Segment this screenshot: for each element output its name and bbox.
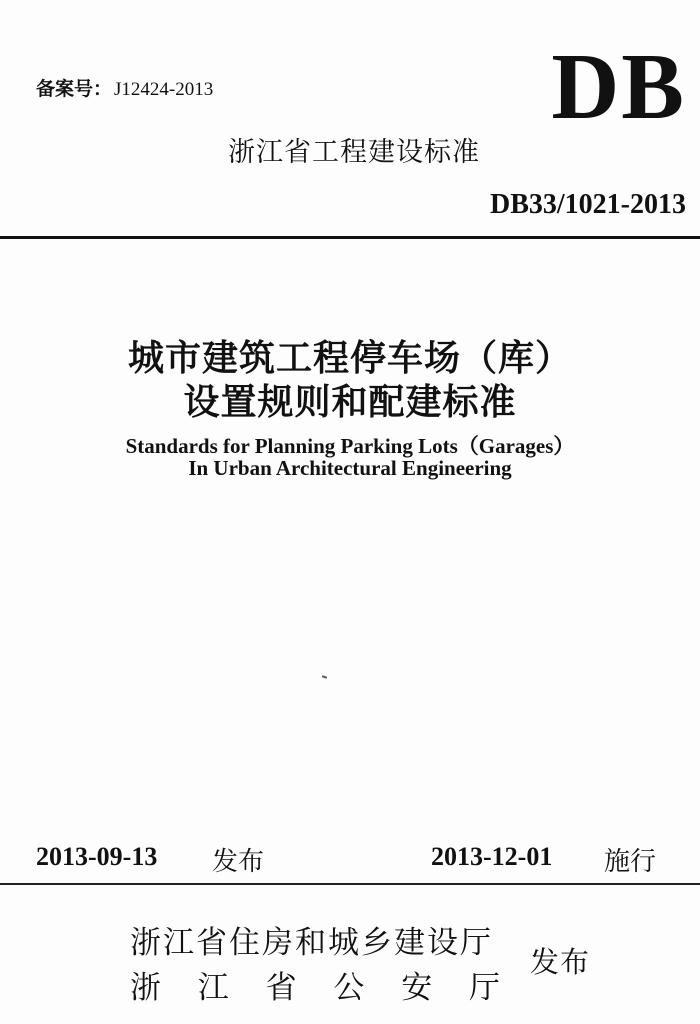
title-en-line-1: Standards for Planning Parking Lots（Garages） [125, 434, 575, 458]
issuer-char: 江 [197, 970, 229, 1006]
title-en-line-2: In Urban Architectural Engineering [188, 456, 512, 480]
publish-label: 发布 [530, 945, 591, 979]
scan-speck [322, 675, 327, 679]
issue-date: 2013-09-13 [36, 842, 158, 871]
issuer-char: 省 [265, 970, 297, 1006]
db-standard-mark: DB [551, 35, 686, 139]
footer-divider [0, 883, 700, 885]
issuer-char: 公 [333, 970, 365, 1006]
title-cn-line-2: 设置规则和配建标准 [183, 381, 517, 423]
issuer-housing-department: 浙江省住房和城乡建设厅 [130, 925, 493, 961]
standard-code: DB33/1021-2013 [490, 189, 686, 220]
issue-label: 发布 [212, 847, 265, 877]
title-cn-line-1: 城市建筑工程停车场（库） [127, 337, 572, 379]
record-number-label: 备案号： [36, 78, 113, 100]
implement-label: 施行 [604, 847, 657, 877]
standard-category: 浙江省工程建设标准 [228, 137, 480, 168]
issuer-char: 浙 [130, 970, 161, 1006]
header-divider [0, 236, 700, 239]
record-number: J12424-2013 [114, 79, 214, 100]
issuer-char: 安 [401, 970, 433, 1006]
record-number-line [36, 74, 213, 101]
issuer-char: 厅 [468, 970, 500, 1006]
issuer-public-security-department [130, 962, 500, 1007]
implement-date: 2013-12-01 [431, 842, 553, 871]
